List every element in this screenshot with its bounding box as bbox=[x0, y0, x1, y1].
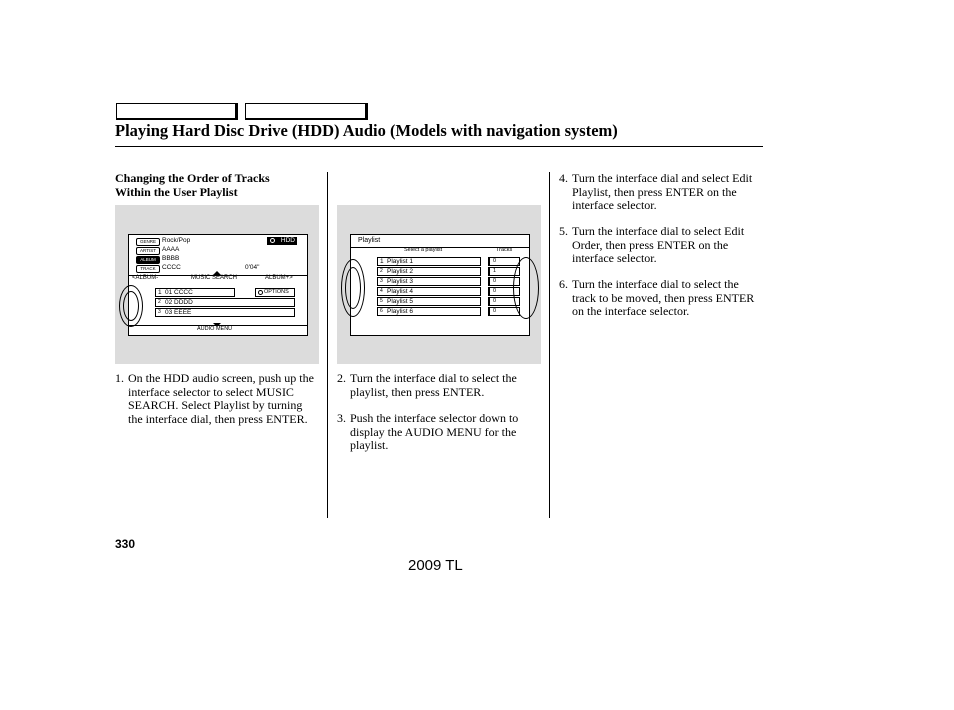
step-number: 4. bbox=[559, 171, 568, 185]
playlist-row-number: 2 bbox=[380, 268, 383, 274]
step-number: 3. bbox=[337, 411, 346, 425]
playlist-row[interactable] bbox=[377, 277, 481, 286]
album-prev-button[interactable]: <ALBUM- bbox=[132, 275, 159, 281]
section-heading bbox=[115, 172, 270, 199]
step-text: Turn the interface dial and select Edit Playlist, then press ENTER on the interface selector. bbox=[572, 171, 753, 212]
album-value: BBBB bbox=[162, 255, 180, 262]
album-tag: ALBUM bbox=[136, 256, 160, 264]
step-text: Turn the interface dial to select Edit Order, then press ENTER on the interface selector. bbox=[572, 224, 745, 265]
album-prev-label: ALBUM- bbox=[135, 275, 159, 281]
step-5 bbox=[559, 225, 763, 266]
step-number: 6. bbox=[559, 277, 568, 291]
track-row-number: 2 bbox=[158, 299, 161, 305]
track-value: CCCC bbox=[162, 264, 181, 271]
playlist-row-number: 6 bbox=[380, 308, 383, 314]
step-text: On the HDD audio screen, push up the interface selector to select MUSIC SEARCH. Select Playlist by turning the interface dial, then press ENTER. bbox=[128, 371, 314, 426]
playlist-track-count bbox=[488, 257, 520, 266]
step-text: Turn the interface dial to select the track to be moved, then press ENTER on the interface selector. bbox=[572, 277, 755, 318]
album-next-button[interactable]: ALBUM+> bbox=[265, 275, 293, 281]
dial-arc-inner-icon bbox=[123, 291, 139, 321]
header-tab-2 bbox=[245, 103, 368, 120]
select-playlist-label: Select a playlist bbox=[404, 247, 443, 253]
options-button[interactable] bbox=[255, 288, 295, 297]
playlist-track-count bbox=[488, 287, 520, 296]
genre-value: Rock/Pop bbox=[162, 237, 191, 244]
page-number: 330 bbox=[115, 537, 136, 551]
track-row-1[interactable] bbox=[155, 288, 235, 297]
step-number: 2. bbox=[337, 371, 346, 385]
playlist-track-count bbox=[488, 297, 520, 306]
artist-value: AAAA bbox=[162, 246, 180, 253]
step-3 bbox=[337, 412, 537, 453]
playlist-row[interactable] bbox=[377, 267, 481, 276]
step-number: 1. bbox=[115, 371, 124, 385]
audio-menu-button[interactable]: AUDIO MENU bbox=[197, 326, 233, 332]
dial-arc-inner-icon bbox=[345, 267, 361, 309]
step-1 bbox=[115, 372, 315, 426]
album-next-label: ALBUM+ bbox=[265, 275, 290, 281]
genre-tag: GENRE bbox=[136, 238, 160, 246]
step-2 bbox=[337, 372, 537, 399]
playlist-row-number: 4 bbox=[380, 288, 383, 294]
figure-hdd-screen-panel bbox=[115, 205, 319, 364]
playlist-track-count-value: 1 bbox=[493, 268, 497, 274]
playlist-row-name: Playlist 6 bbox=[387, 308, 414, 315]
section-heading-line-1: Changing the Order of Tracks bbox=[115, 171, 270, 185]
model-label: 2009 TL bbox=[408, 557, 463, 574]
page-title: Playing Hard Disc Drive (HDD) Audio (Models with navigation system) bbox=[115, 121, 618, 140]
playlist-row-number: 1 bbox=[380, 258, 384, 265]
step-text: Push the interface selector down to display the AUDIO MENU for the playlist. bbox=[350, 411, 519, 452]
track-row-title: 01 CCCC bbox=[165, 289, 193, 296]
playlist-row[interactable] bbox=[377, 287, 481, 296]
track-row-number: 1 bbox=[158, 289, 162, 296]
tracks-header: Tracks bbox=[496, 247, 513, 253]
playlist-track-count-value: 0 bbox=[493, 298, 497, 304]
playlist-row-name: Playlist 5 bbox=[387, 298, 414, 305]
playlist-row-name: Playlist 2 bbox=[387, 268, 414, 275]
track-row-2[interactable] bbox=[155, 298, 295, 307]
playlist-row[interactable] bbox=[377, 257, 481, 266]
hdd-icon bbox=[270, 238, 275, 243]
track-tag: TRACK bbox=[136, 265, 160, 273]
playlist-row-name: Playlist 1 bbox=[387, 258, 414, 265]
step-number: 5. bbox=[559, 224, 568, 238]
track-row-title: 03 EEEE bbox=[165, 309, 192, 316]
track-row-title: 02 DDDD bbox=[165, 299, 193, 306]
playlist-row[interactable] bbox=[377, 297, 481, 306]
playlist-row-name: Playlist 3 bbox=[387, 278, 414, 285]
playlist-track-count bbox=[488, 267, 520, 276]
options-label: OPTIONS bbox=[264, 289, 289, 295]
playlist-track-count bbox=[488, 277, 520, 286]
title-rule bbox=[115, 146, 763, 147]
hdd-badge bbox=[267, 237, 297, 245]
playlist-track-count bbox=[488, 307, 520, 316]
step-4 bbox=[559, 172, 763, 213]
figure-playlist-screen-panel bbox=[337, 205, 541, 364]
options-icon bbox=[258, 290, 263, 295]
playlist-screen-title: Playlist bbox=[358, 237, 381, 244]
section-heading-line-2: Within the User Playlist bbox=[115, 184, 238, 199]
step-text: Turn the interface dial to select the playlist, then press ENTER. bbox=[350, 371, 517, 399]
playlist-row[interactable] bbox=[377, 307, 481, 316]
music-search-button[interactable]: MUSIC SEARCH bbox=[191, 275, 238, 281]
track-row-3[interactable] bbox=[155, 308, 295, 317]
playlist-screen bbox=[350, 234, 530, 336]
header-tab-1 bbox=[116, 103, 238, 120]
playlist-track-count-value: 0 bbox=[493, 308, 497, 314]
column-divider-2 bbox=[549, 172, 550, 518]
playlist-track-count-value: 0 bbox=[493, 258, 497, 264]
playlist-row-name: Playlist 4 bbox=[387, 288, 414, 295]
playlist-row-number: 3 bbox=[380, 278, 383, 284]
elapsed-time: 0'04" bbox=[245, 264, 260, 271]
step-6 bbox=[559, 278, 763, 319]
artist-tag: ARTIST bbox=[136, 247, 160, 255]
playlist-track-count-value: 0 bbox=[493, 278, 497, 284]
hdd-label: HDD bbox=[280, 237, 295, 244]
hdd-audio-screen bbox=[128, 234, 308, 336]
track-row-number: 3 bbox=[158, 309, 161, 315]
playlist-track-count-value: 0 bbox=[493, 288, 497, 294]
playlist-row-number: 5 bbox=[380, 298, 383, 304]
column-divider-1 bbox=[327, 172, 328, 518]
